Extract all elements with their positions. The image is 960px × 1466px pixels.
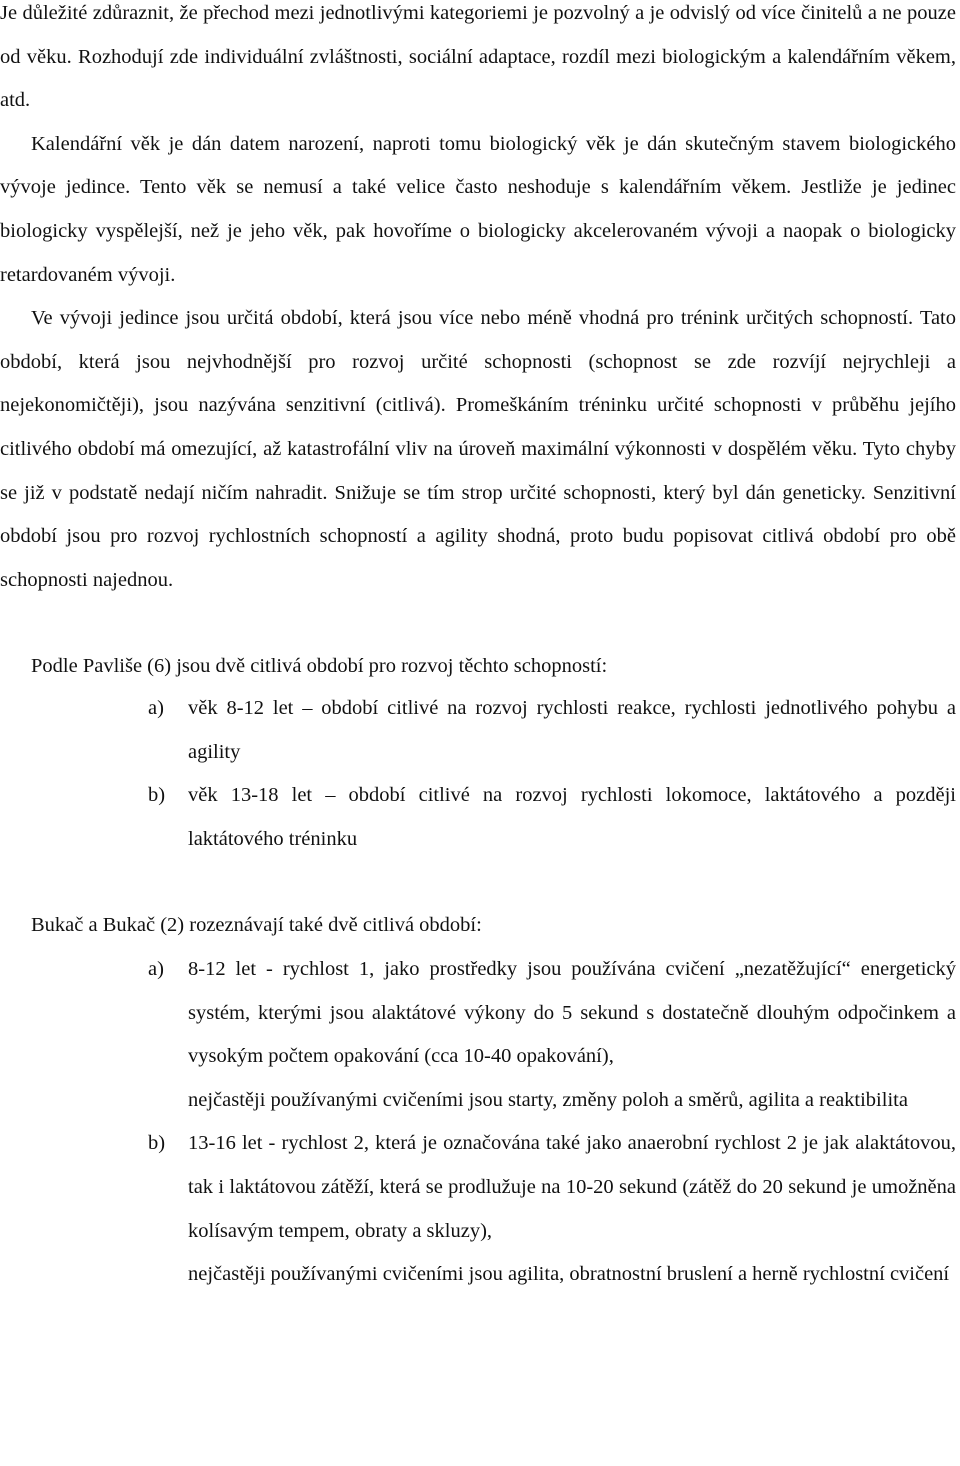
list-marker: a) <box>148 697 164 719</box>
paragraph-sensitivity: Je důležité zdůraznit, že přechod mezi jednotlivými kategoriemi je pozvolný a je odvislý od více činitelů a ne pouze od věku. Rozhodují zde individuální zvláštnosti, sociální adaptace, rozdíl mezi biologickým a kalendářním věkem, atd. <box>0 2 956 112</box>
list-item-text-secondary: nejčastěji používanými cvičeními jsou starty, změny poloh a směrů, agilita a reaktibilita <box>188 1088 908 1111</box>
list-item-text-secondary: nejčastěji používanými cvičeními jsou agilita, obratnostní bruslení a herně rychlostní cvičení <box>188 1263 950 1286</box>
list-item-text: 8-12 let - rychlost 1, jako prostředky jsou používána cvičení „nezatěžující“ energetický systém, kterými jsou alaktátové výkony do 5 sekund s dostatečně dlouhým odpočinkem a vysokým počtem opakování (cca 10-40 opakování), <box>188 958 956 1068</box>
pavlise-intro: Podle Pavliše (6) jsou dvě citlivá období pro rozvoj těchto schopností: <box>31 655 608 677</box>
bukac-intro: Bukač a Bukač (2) rozeznávají také dvě citlivá období: <box>31 914 482 936</box>
list-item-text: 13-16 let - rychlost 2, která je označována také jako anaerobní rychlost 2 je jak alaktátovou, tak i laktátovou zátěží, která se prodlužuje na 10-20 sekund (zátěž do 20 sekund je umožněna kolísavým tempem, obraty a skluzy), <box>188 1132 956 1242</box>
paragraph-sensitive-periods: Ve vývoji jedince jsou určitá období, která jsou více nebo méně vhodná pro trénink určitých schopností. Tato období, která jsou nejvhodnější pro rozvoj určité schopnosti (schopnost se zde rozvíjí nejrychleji a nejekonomičtěji), jsou nazývána senzitivní (citlivá). Promeškáním tréninku určité schopnosti v průběhu jejího citlivého období má omezující, až katastrofální vliv na úroveň maximální výkonnosti v dospělém věku. Tyto chyby se již v podstatě nedají ničím nahradit. Snižuje se tím strop určité schopnosti, který byl dán geneticky. Senzitivní období jsou pro rozvoj rychlostních schopností a agility shodná, proto budu popisovat citlivá období pro obě schopnosti najednou. <box>0 307 956 591</box>
list-marker: b) <box>148 1132 166 1155</box>
list-marker: b) <box>148 784 166 807</box>
list-marker: a) <box>148 958 164 980</box>
list-item-text: věk 13-18 let – období citlivé na rozvoj rychlosti lokomoce, laktátového a později laktátového tréninku <box>188 784 956 850</box>
list-item <box>0 948 956 1122</box>
pavlise-section <box>0 645 956 689</box>
list-item <box>0 687 956 774</box>
bukac-list <box>0 948 956 1297</box>
paragraph-biological-age: Kalendářní věk je dán datem narození, naproti tomu biologický věk je dán skutečným stavem biologického vývoje jedince. Tento věk se nemusí a také velice často neshoduje s kalendářním věkem. Jestliže je jedinec biologicky vyspělejší, než je jeho věk, pak hovoříme o biologicky akcelerovaném vývoji a naopak o biologicky retardovaném vývoji. <box>0 132 956 286</box>
body-text-top <box>0 0 956 602</box>
bukac-section <box>0 904 956 948</box>
list-item-text: věk 8-12 let – období citlivé na rozvoj rychlosti reakce, rychlosti jednotlivého pohybu a agility <box>188 697 956 763</box>
pavlise-list <box>0 687 956 861</box>
list-item <box>0 774 956 861</box>
list-item <box>0 1122 956 1296</box>
